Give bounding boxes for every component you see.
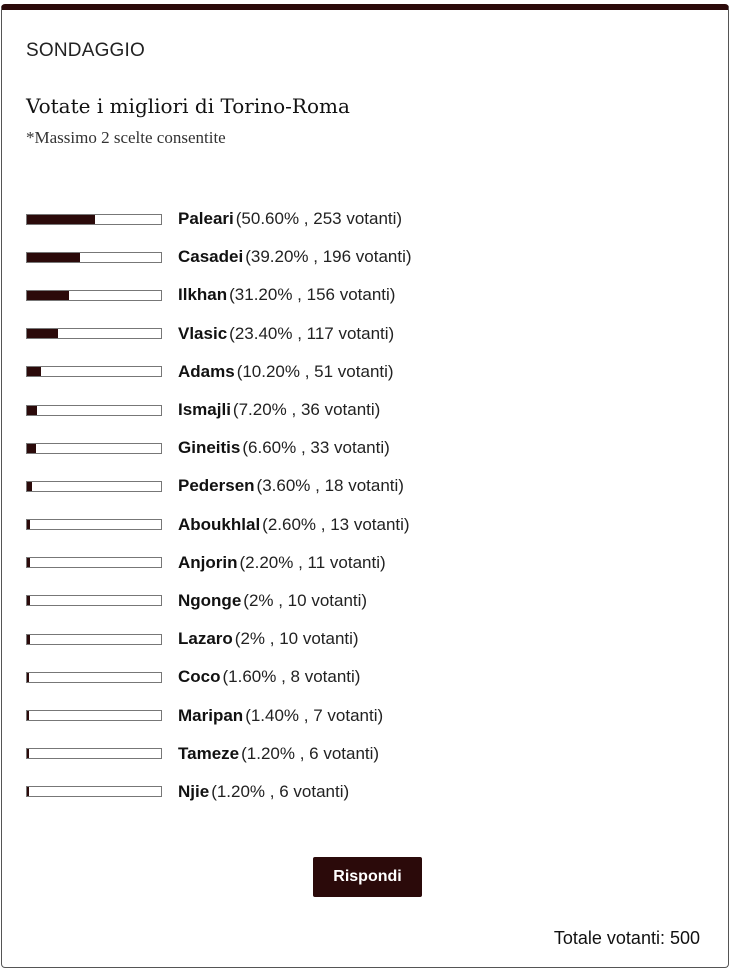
poll-option[interactable] xyxy=(26,391,412,429)
option-stat: (7.20% , 36 votanti) xyxy=(232,400,381,420)
option-stat: (1.20% , 6 votanti) xyxy=(241,743,380,763)
option-stat: (23.40% , 117 votanti) xyxy=(229,323,395,343)
option-stat: (3.60% , 18 votanti) xyxy=(256,476,404,496)
option-stat: (31.20% , 156 votanti) xyxy=(229,285,396,305)
result-bar-fill xyxy=(27,367,41,376)
option-name: Adams xyxy=(178,361,235,381)
result-bar xyxy=(26,595,162,606)
result-bar-fill xyxy=(27,329,58,338)
result-bar-fill xyxy=(27,673,29,682)
result-bar-fill xyxy=(27,215,95,224)
result-bar xyxy=(26,748,162,759)
poll-title: Votate i migliori di Torino-Roma xyxy=(26,94,350,118)
result-bar xyxy=(26,672,162,683)
poll-card xyxy=(1,4,729,968)
poll-option[interactable] xyxy=(26,773,412,811)
poll-option[interactable] xyxy=(26,544,412,582)
result-bar-fill xyxy=(27,253,80,262)
option-stat: (2.20% , 11 votanti) xyxy=(239,552,386,572)
result-bar xyxy=(26,252,162,263)
option-name: Tameze xyxy=(178,743,240,763)
poll-option[interactable] xyxy=(26,276,412,314)
result-bar-fill xyxy=(27,787,29,796)
option-stat: (2% , 10 votanti) xyxy=(234,629,359,649)
option-stat: (10.20% , 51 votanti) xyxy=(236,361,394,381)
option-stat: (50.60% , 253 votanti) xyxy=(235,209,403,229)
option-stat: (2.60% , 13 votanti) xyxy=(262,514,410,534)
option-stat: (2% , 10 votanti) xyxy=(243,590,368,610)
result-bar xyxy=(26,557,162,568)
option-name: Anjorin xyxy=(178,552,238,572)
poll-option[interactable] xyxy=(26,467,412,505)
option-name: Ismajli xyxy=(178,400,231,420)
result-bar-fill xyxy=(27,291,69,300)
result-bar xyxy=(26,634,162,645)
option-name: Lazaro xyxy=(178,629,233,649)
result-bar xyxy=(26,786,162,797)
result-bar xyxy=(26,519,162,530)
result-bar-fill xyxy=(27,558,30,567)
poll-option[interactable] xyxy=(26,429,412,467)
result-bar xyxy=(26,214,162,225)
result-bar-fill xyxy=(27,635,30,644)
poll-option[interactable] xyxy=(26,353,412,391)
option-name: Casadei xyxy=(178,247,244,267)
result-bar-fill xyxy=(27,596,30,605)
option-stat: (39.20% , 196 votanti) xyxy=(245,247,412,267)
result-bar xyxy=(26,366,162,377)
result-bar xyxy=(26,710,162,721)
result-bar-fill xyxy=(27,520,30,529)
submit-button[interactable]: Rispondi xyxy=(313,857,422,897)
poll-option[interactable] xyxy=(26,735,412,773)
option-name: Vlasic xyxy=(178,323,228,343)
poll-option[interactable] xyxy=(26,658,412,696)
result-bar-fill xyxy=(27,749,29,758)
poll-results-list xyxy=(26,200,412,811)
option-stat: (1.20% , 6 votanti) xyxy=(211,781,350,801)
poll-option[interactable] xyxy=(26,200,412,238)
poll-option[interactable] xyxy=(26,238,412,276)
result-bar xyxy=(26,328,162,339)
poll-option[interactable] xyxy=(26,620,412,658)
option-name: Paleari xyxy=(178,209,234,229)
option-stat: (1.60% , 8 votanti) xyxy=(222,667,361,687)
option-name: Maripan xyxy=(178,705,244,725)
result-bar xyxy=(26,443,162,454)
option-name: Ilkhan xyxy=(178,285,228,305)
result-bar-fill xyxy=(27,482,32,491)
result-bar xyxy=(26,290,162,301)
result-bar xyxy=(26,405,162,416)
poll-option[interactable] xyxy=(26,315,412,353)
result-bar-fill xyxy=(27,406,37,415)
option-name: Coco xyxy=(178,667,221,687)
result-bar-fill xyxy=(27,444,36,453)
result-bar-fill xyxy=(27,711,29,720)
option-name: Pedersen xyxy=(178,476,255,496)
option-name: Gineitis xyxy=(178,438,241,458)
poll-option[interactable] xyxy=(26,582,412,620)
option-name: Ngonge xyxy=(178,590,242,610)
poll-option[interactable] xyxy=(26,506,412,544)
option-stat: (6.60% , 33 votanti) xyxy=(242,438,390,458)
result-bar xyxy=(26,481,162,492)
poll-kicker: SONDAGGIO xyxy=(26,40,145,61)
total-voters: Totale votanti: 500 xyxy=(553,928,700,948)
option-stat: (1.40% , 7 votanti) xyxy=(245,705,384,725)
option-name: Aboukhlal xyxy=(178,514,261,534)
option-name: Njie xyxy=(178,781,210,801)
poll-note: *Massimo 2 scelte consentite xyxy=(26,128,226,147)
poll-option[interactable] xyxy=(26,696,412,734)
